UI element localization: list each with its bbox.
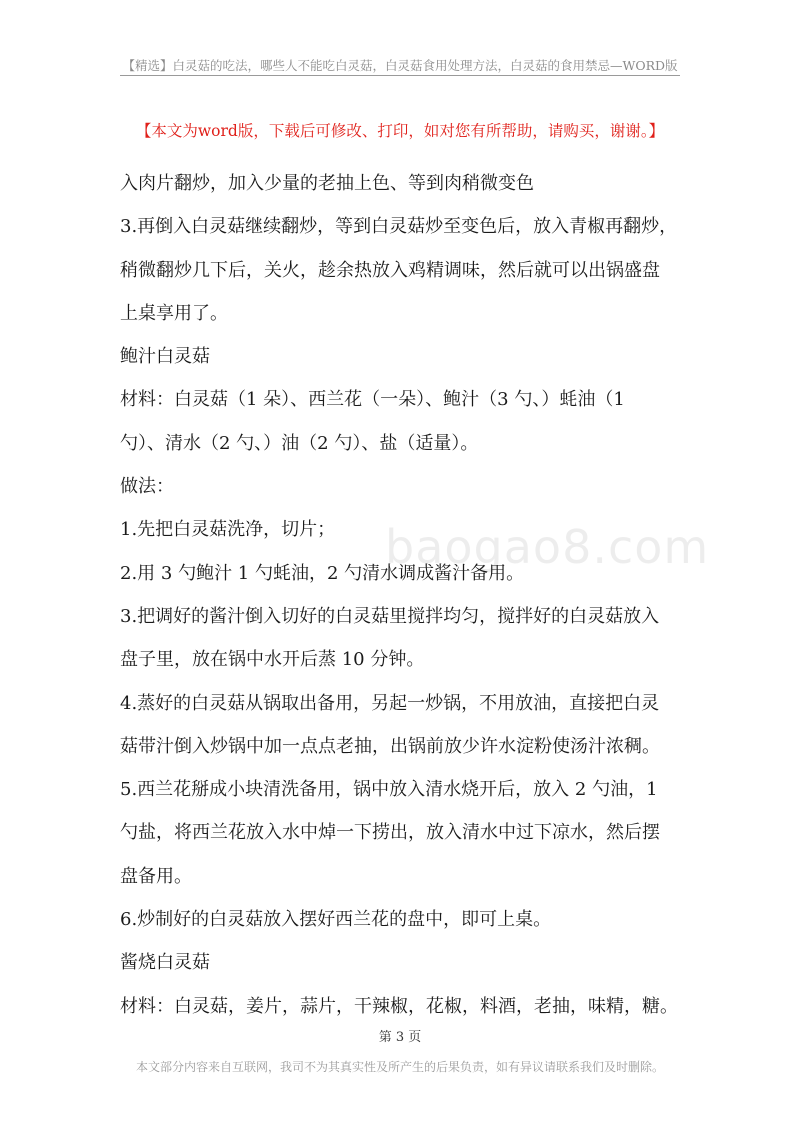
body-line: 4.蒸好的白灵菇从锅取出备用，另起一炒锅，不用放油，直接把白灵 — [120, 692, 660, 714]
body-line: 入肉片翻炒，加入少量的老抽上色、等到肉稍微变色 — [120, 173, 534, 194]
download-notice: 【本文为word版，下载后可修改、打印，如对您有所帮助，请购买，谢谢。】 — [135, 122, 665, 140]
body-line: 勺盐，将西兰花放入水中焯一下捞出，放入清水中过下凉水，然后摆 — [120, 822, 660, 844]
body-line: 勺）、清水（2 勺、）油（2 勺）、盐（适量）。 — [120, 432, 479, 454]
header-divider — [120, 75, 680, 76]
body-line: 盘子里，放在锅中水开后蒸 10 分钟。 — [120, 649, 425, 671]
body-line: 5.西兰花掰成小块清洗备用，锅中放入清水烧开后，放入 2 勺油，1 — [120, 779, 658, 801]
body-line: 材料：白灵菇，姜片，蒜片，干辣椒，花椒，料酒，老抽，味精，糖。 — [120, 995, 678, 1017]
section-heading: 鲍汁白灵菇 — [120, 346, 210, 368]
body-line: 6.炒制好的白灵菇放入摆好西兰花的盘中，即可上桌。 — [120, 909, 552, 931]
body-line: 稍微翻炒几下后，关火，趁余热放入鸡精调味，然后就可以出锅盛盘 — [120, 259, 660, 281]
body-line: 1.先把白灵菇洗净，切片； — [120, 519, 336, 541]
page-number: 第 3 页 — [378, 1030, 422, 1045]
section-heading: 酱烧白灵菇 — [120, 952, 210, 974]
watermark-text: baogao8.com — [385, 520, 710, 574]
document-body — [120, 162, 680, 1028]
body-line: 做法： — [120, 476, 174, 498]
page-header: 【精选】白灵菇的吃法，哪些人不能吃白灵菇，白灵菇食用处理方法，白灵菇的食用禁忌—WORD版 — [122, 58, 678, 73]
page-footer: 本文部分内容来自互联网，我司不为其真实性及所产生的后果负责，如有异议请联系我们及时删除。 — [135, 1060, 664, 1074]
body-line: 3.把调好的酱汁倒入切好的白灵菇里搅拌均匀，搅拌好的白灵菇放入 — [120, 605, 660, 627]
body-line: 菇带汁倒入炒锅中加一点点老抽，出锅前放少许水淀粉使汤汁浓稠。 — [120, 735, 660, 757]
body-line: 3.再倒入白灵菇继续翻炒，等到白灵菇炒至变色后，放入青椒再翻炒， — [120, 216, 678, 238]
body-line: 材料：白灵菇（1 朵）、西兰花（一朵）、鲍汁（3 勺、）蚝油（1 — [120, 389, 625, 411]
body-line: 2.用 3 勺鲍汁 1 勺蚝油，2 勺清水调成酱汁备用。 — [120, 562, 525, 584]
body-line: 上桌享用了。 — [120, 302, 228, 324]
body-line: 盘备用。 — [120, 865, 192, 887]
